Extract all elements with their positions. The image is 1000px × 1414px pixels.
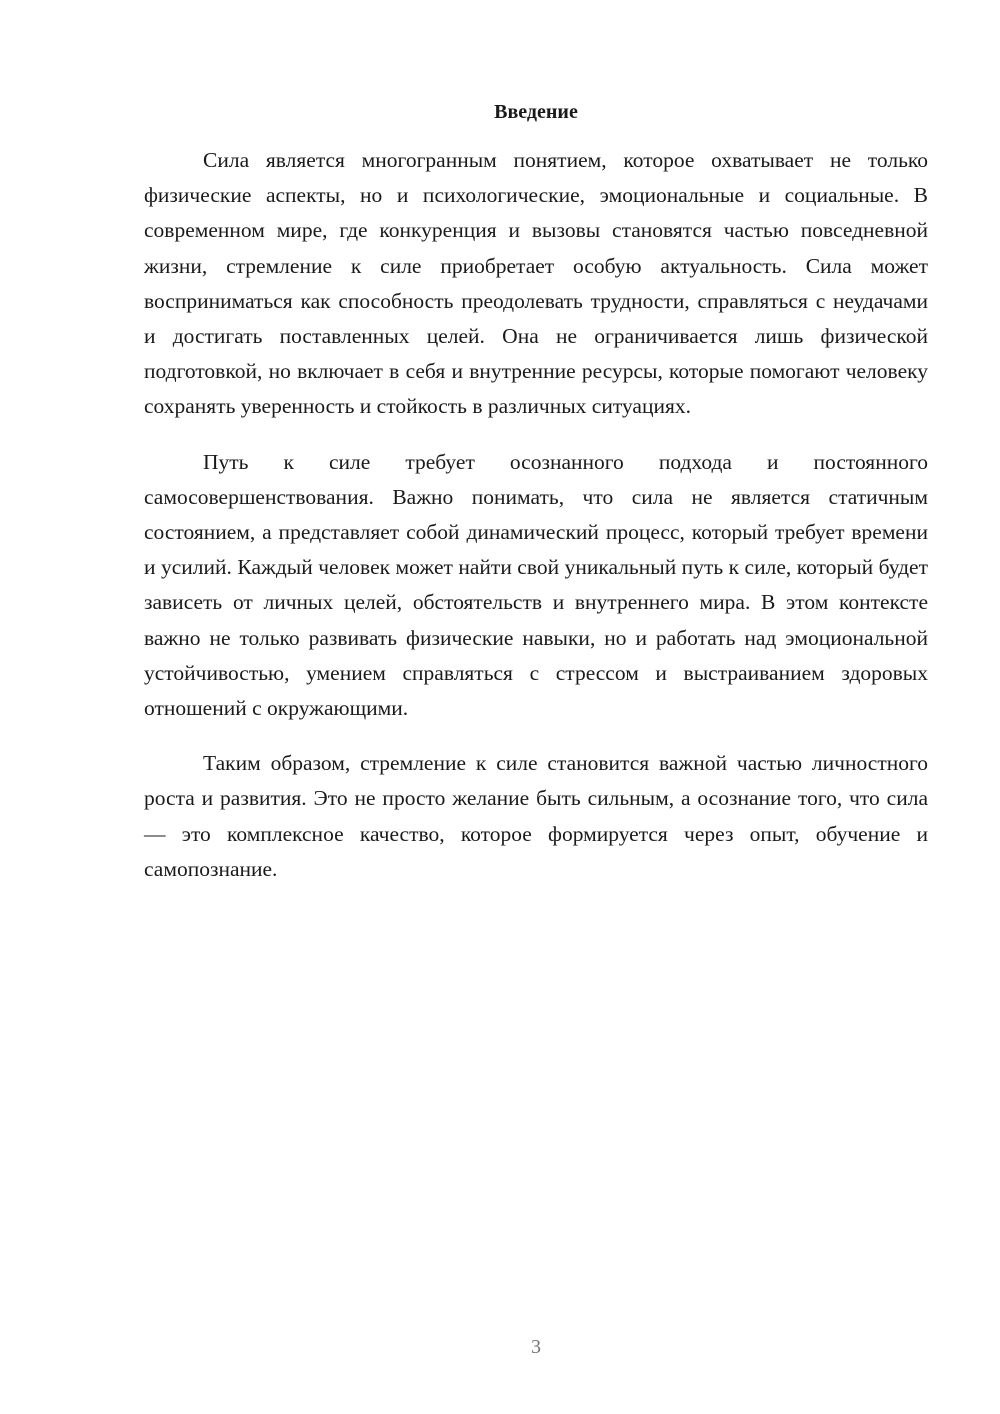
paragraph-3: Таким образом, стремление к силе становится важной частью личностного роста и развития. Это не просто желание быть сильным, а осознание того, что сила — это комплексное качество, которое формируется через опыт, обучение и самопознание. bbox=[144, 751, 928, 881]
section-title: Введение bbox=[494, 101, 578, 123]
body-text bbox=[144, 143, 928, 907]
page-number: 3 bbox=[531, 1336, 541, 1358]
paragraph-1: Сила является многогранным понятием, которое охватывает не только физические аспекты, но и психологические, эмоциональные и социальные. В современном мире, где конкуренция и вызовы становятся частью повседневной жизни, стремление к силе приобретает особую актуальность. Сила может восприниматься как способность преодолевать трудности, справляться с неудачами и достигать поставленных целей. Она не ограничивается лишь физической подготовкой, но включает в себя и внутренние ресурсы, которые помогают человеку сохранять уверенность и стойкость в различных ситуациях. bbox=[144, 148, 928, 419]
paragraph-2: Путь к силе требует осознанного подхода и постоянного самосовершенствования. Важно понимать, что сила не является статичным состоянием, а представляет собой динамический процесс, который требует времени и усилий. Каждый человек может найти свой уникальный путь к силе, который будет зависеть от личных целей, обстоятельств и внутреннего мира. В этом контексте важно не только развивать физические навыки, но и работать над эмоциональной устойчивостью, умением справляться с стрессом и выстраиванием здоровых отношений с окружающими. bbox=[144, 449, 928, 721]
